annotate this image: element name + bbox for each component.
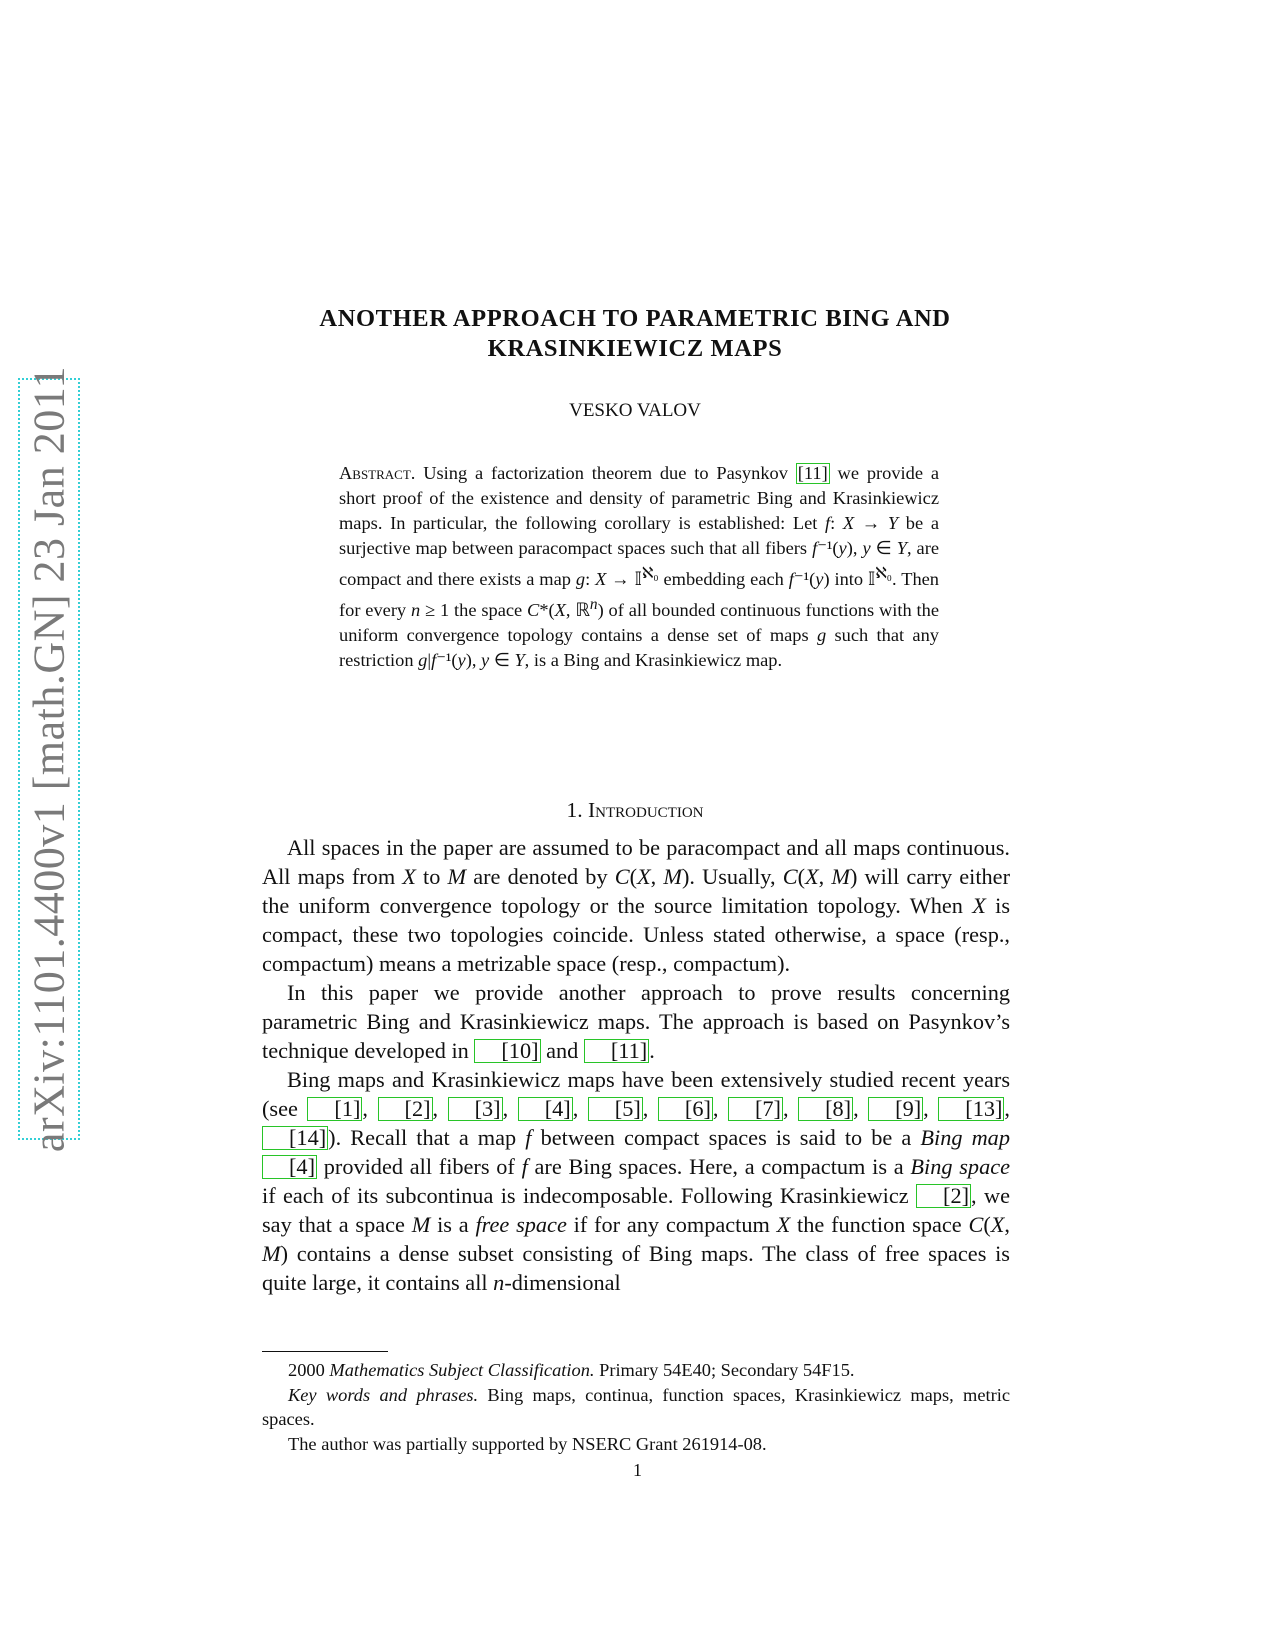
- title-line-1: ANOTHER APPROACH TO PARAMETRIC BING AND: [319, 305, 951, 332]
- abstract-text: ),: [465, 650, 482, 671]
- paragraph-1: [262, 833, 1010, 978]
- math-symbol: n: [410, 600, 421, 621]
- abstract-label: Abstract.: [339, 463, 416, 483]
- text-run: (: [629, 864, 638, 889]
- citation-link[interactable]: [11]: [797, 463, 828, 483]
- text-run: 2000: [288, 1360, 330, 1380]
- paragraph-3: [262, 1065, 1010, 1297]
- math-symbol: X: [595, 569, 607, 590]
- citation-link[interactable]: [11]: [584, 1039, 649, 1063]
- math-symbol: M: [262, 1241, 281, 1266]
- math-symbol: M: [831, 864, 850, 889]
- text-run: ,: [1004, 1096, 1010, 1121]
- text-run: Primary 54E40; Secondary 54F15.: [594, 1360, 855, 1380]
- term-emphasis: free space: [475, 1212, 567, 1237]
- abstract-text: *(: [539, 600, 555, 621]
- citation-link[interactable]: [13]: [938, 1097, 1004, 1121]
- math-symbol: X: [990, 1212, 1005, 1237]
- footnote-msc: [262, 1358, 1010, 1383]
- text-run: , we say that a space: [262, 1183, 1010, 1237]
- abstract-text: embedding each: [658, 569, 789, 590]
- text-run: Bing maps, continua, function spaces, Krasinkiewicz maps, metric spaces.: [262, 1384, 1011, 1429]
- arxiv-identifier: arXiv:1101.4400v1 [math.GN] 23 Jan 2011: [24, 365, 74, 1153]
- footnote-divider: [262, 1351, 388, 1352]
- math-symbol: f: [812, 538, 818, 558]
- math-symbol: y: [457, 650, 466, 671]
- text-run: All spaces in the paper are assumed to be paracompact and all maps continuous. All maps from: [262, 835, 1010, 889]
- text-run: if each of its subcontinua is indecomposable. Following Krasinkiewicz: [262, 1183, 917, 1208]
- math-superscript: n: [589, 596, 598, 614]
- citation-link[interactable]: [1]: [307, 1097, 362, 1121]
- footnote-label: Mathematics Subject Classification.: [329, 1360, 595, 1380]
- section-title: Introduction: [588, 798, 704, 822]
- text-run: ,: [432, 1096, 448, 1121]
- citation-link[interactable]: [14]: [262, 1126, 328, 1150]
- math-symbol: X: [554, 600, 566, 621]
- citation-link[interactable]: [7]: [728, 1097, 783, 1121]
- page-number: 1: [633, 1460, 642, 1480]
- math-symbol: X: [805, 864, 819, 889]
- footnote-grant: The author was partially supported by NSERC Grant 261914-08.: [288, 1433, 767, 1454]
- text-run: the function space: [790, 1212, 969, 1237]
- text-run: -dimensional: [504, 1270, 621, 1295]
- abstract-text: Using a factorization theorem due to Pasynkov: [415, 463, 796, 483]
- abstract-text: ⁻¹(: [793, 569, 816, 590]
- math-symbol: n: [493, 1270, 505, 1295]
- text-run: if for any compactum: [566, 1212, 777, 1237]
- text-run: and: [540, 1038, 584, 1063]
- citation-link[interactable]: [5]: [588, 1097, 643, 1121]
- math-symbol: C: [782, 864, 798, 889]
- citation-link[interactable]: [3]: [448, 1097, 503, 1121]
- abstract-text: ) into 𝕀: [823, 569, 876, 590]
- text-run: is a: [430, 1212, 476, 1237]
- text-run: ,: [712, 1096, 728, 1121]
- abstract-text: ⁻¹(: [817, 538, 839, 558]
- math-symbol: X: [637, 864, 651, 889]
- math-superscript: ℵ₀: [875, 565, 893, 582]
- text-run: between compact spaces is said to be a: [531, 1125, 921, 1150]
- citation-link[interactable]: [2]: [378, 1097, 433, 1121]
- math-symbol: y: [838, 538, 847, 558]
- abstract-text: , are compact and there exists a map: [339, 538, 940, 590]
- text-run: are Bing spaces. Here, a compactum is a: [527, 1154, 911, 1179]
- paper-title: [240, 304, 1030, 364]
- text-run: ,: [782, 1096, 799, 1121]
- section-number: 1.: [566, 798, 583, 822]
- math-symbol: f: [825, 513, 831, 533]
- text-run: ,: [502, 1096, 518, 1121]
- text-run: .: [649, 1038, 655, 1063]
- math-symbol: y: [481, 650, 490, 671]
- math-symbol: Y: [514, 650, 525, 671]
- text-run: provided all fibers of: [317, 1154, 522, 1179]
- term-emphasis: Bing space: [910, 1154, 1011, 1179]
- citation-link[interactable]: [2]: [916, 1184, 971, 1208]
- citation-link[interactable]: [4]: [262, 1155, 317, 1179]
- abstract-text: →: [854, 513, 888, 533]
- text-run: is compact, these two topologies coincide. Unless stated otherwise, a space (resp., compactum) means a metrizable space (resp., compactum).: [262, 893, 1010, 976]
- text-run: (: [797, 864, 806, 889]
- abstract-text: → 𝕀: [606, 569, 642, 590]
- citation-link[interactable]: [6]: [658, 1097, 713, 1121]
- text-run: ,: [818, 864, 832, 889]
- arxiv-stamp: [18, 365, 80, 1153]
- text-run: are denoted by: [466, 864, 615, 889]
- math-symbol: M: [411, 1212, 431, 1237]
- footnote-keywords: [262, 1383, 1010, 1432]
- math-symbol: f: [431, 650, 437, 671]
- math-symbol: Y: [896, 538, 907, 558]
- text-run: ,: [853, 1096, 869, 1121]
- math-symbol: M: [663, 864, 682, 889]
- math-symbol: y: [815, 569, 824, 590]
- title-line-2: KRASINKIEWICZ MAPS: [487, 335, 783, 362]
- text-run: ,: [572, 1096, 588, 1121]
- text-run: ). Usually,: [681, 864, 783, 889]
- body-text: [262, 833, 1010, 1297]
- abstract-text: ≥ 1 the space: [420, 600, 528, 621]
- math-symbol: C: [614, 864, 630, 889]
- abstract-text: such that any restriction: [339, 625, 939, 671]
- math-symbol: X: [842, 513, 855, 533]
- text-run: ) contains a dense subset consisting of Bing maps. The class of free spaces is quite large, it contains all: [262, 1241, 1010, 1295]
- text-run: ,: [923, 1096, 939, 1121]
- footnote-label: Key words and phrases.: [288, 1384, 479, 1405]
- abstract-text: ∈: [489, 650, 515, 671]
- abstract-text: ) of all bounded continuous functions with the uniform convergence topology contains a dense set of maps: [339, 600, 939, 646]
- math-symbol: f: [788, 569, 794, 590]
- abstract-text: , ℝ: [565, 600, 590, 621]
- math-symbol: g: [575, 569, 586, 590]
- math-symbol: f: [525, 1125, 532, 1150]
- citation-link[interactable]: [4]: [518, 1097, 573, 1121]
- math-symbol: X: [776, 1212, 791, 1237]
- citation-link[interactable]: [9]: [868, 1097, 923, 1121]
- math-symbol: C: [527, 600, 540, 621]
- text-run: In this paper we provide another approach to prove results concerning parametric Bing and Krasinkiewicz maps. The approach is based on Pasynkov’s technique developed in: [262, 980, 1010, 1063]
- math-symbol: g: [816, 625, 827, 646]
- section-heading: [240, 798, 1030, 823]
- citation-link[interactable]: [10]: [474, 1039, 540, 1063]
- author-name: VESKO VALOV: [569, 400, 701, 421]
- text-run: ,: [642, 1096, 658, 1121]
- footnotes: [262, 1358, 1010, 1456]
- abstract-text: :: [830, 513, 843, 533]
- abstract-text: we provide a short proof of the existence and density of parametric Bing and Krasinkiewicz maps. In particular, the following corollary is established: Let: [339, 463, 939, 533]
- math-symbol: C: [968, 1212, 984, 1237]
- abstract: [339, 461, 939, 673]
- text-run: ). Recall that a map: [328, 1125, 526, 1150]
- text-run: ,: [650, 864, 664, 889]
- text-run: (: [983, 1212, 991, 1237]
- abstract-text: , is a Bing and Krasinkiewicz map.: [524, 650, 783, 671]
- math-symbol: g: [418, 650, 428, 671]
- math-superscript: ℵ₀: [641, 565, 659, 582]
- abstract-text: ∈: [870, 538, 897, 558]
- text-run: ) will carry either the uniform convergence topology or the source limitation topology. When: [262, 864, 1011, 918]
- text-run: ,: [1004, 1212, 1010, 1237]
- math-symbol: y: [862, 538, 871, 558]
- text-run: Bing maps and Krasinkiewicz maps have been extensively studied recent years (see: [262, 1067, 1010, 1121]
- citation-link[interactable]: [8]: [798, 1097, 853, 1121]
- paragraph-2: [262, 978, 1010, 1065]
- abstract-text: ⁻¹(: [436, 650, 458, 671]
- math-symbol: f: [521, 1154, 528, 1179]
- abstract-text: be a surjective map between paracompact spaces such that all fibers: [339, 513, 939, 558]
- math-symbol: X: [972, 893, 986, 918]
- term-emphasis: Bing map: [920, 1125, 1010, 1150]
- math-symbol: X: [402, 864, 416, 889]
- text-run: to: [415, 864, 448, 889]
- text-run: ,: [362, 1096, 378, 1121]
- math-symbol: Y: [887, 513, 899, 533]
- math-symbol: M: [447, 864, 467, 889]
- abstract-text: :: [585, 569, 596, 590]
- abstract-text: ),: [846, 538, 863, 558]
- abstract-text: . Then for every: [339, 569, 939, 621]
- abstract-text: |: [427, 650, 432, 671]
